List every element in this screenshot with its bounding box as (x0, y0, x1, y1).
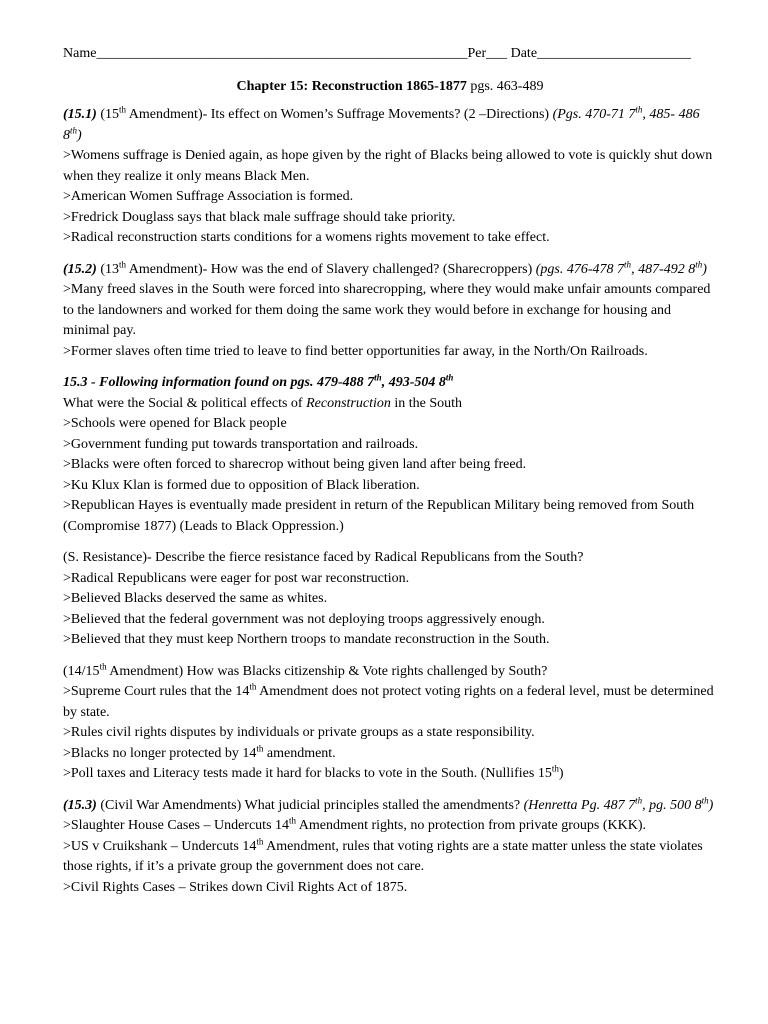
section-15-2 (63, 260, 717, 363)
answer-line: >Government funding put towards transportation and railroads. (63, 436, 419, 452)
answer-line: >Believed that they must keep Northern troops to mandate reconstruction in the South. (63, 632, 550, 647)
page-reference: , pg. 500 8 (642, 797, 702, 813)
answer-line (63, 816, 717, 837)
superscript: th (99, 660, 107, 671)
answer-line: >Fredrick Douglass says that black male suffrage should take priority. (63, 209, 456, 225)
question-text: (13 (96, 261, 119, 277)
answer-line: >Former slaves often time tried to leave to find better opportunities far away, in the North/On Railroads. (63, 343, 648, 359)
answer-text: Amendment, rules that voting rights are a state matter unless the state violates those rights, if it’s a private group the government does not care. (63, 838, 703, 874)
answer-text: >Blacks no longer protected by 14 (63, 745, 257, 761)
answer-line: >Rules civil rights disputes by individuals or private groups as a state responsibility. (63, 725, 535, 740)
answer-text: Amendment rights, no protection from private groups (KKK). (296, 818, 646, 833)
header-line (63, 44, 717, 65)
answer-text: >Supreme Court rules that the 14 (63, 684, 250, 699)
date-label: Date______________________ (510, 46, 692, 61)
question-number: (15.1) (63, 107, 97, 122)
name-label: Name (63, 46, 97, 61)
question-text: Amendment)- Its effect on Women’s Suffrage Movements? (2 –Directions) (126, 107, 553, 122)
answer-text: >Slaughter House Cases – Undercuts 14 (63, 818, 290, 833)
answer-line: >Many freed slaves in the South were forced into sharecropping, where they would make unfair amounts compared to the landowners and worked for them doing the same work they would before in exchange for housing and minimal pay. (63, 282, 711, 338)
answer-line (63, 764, 717, 785)
superscript: th (695, 258, 703, 269)
title-pages: pgs. 463-489 (470, 78, 544, 94)
answer-line (63, 744, 717, 765)
answer-line: >Republican Hayes is eventually made president in return of the Republican Military being removed from South (Compromise 1877) (Leads to Black Oppression.) (63, 498, 695, 534)
question (63, 796, 717, 817)
question-italic: Reconstruction (306, 395, 391, 411)
question-number: (15.2) (63, 261, 97, 277)
superscript: th (635, 794, 643, 805)
answer-text: Amendment does not protect voting rights on a federal level, must be determined by state. (63, 684, 714, 720)
page-reference: , 487-492 8 (631, 261, 696, 277)
section-heading (63, 373, 717, 394)
answer-text: >Poll taxes and Literacy tests made it hard for blacks to vote in the South. (Nullifies 15 (63, 766, 552, 781)
answer-line (63, 682, 717, 723)
superscript: th (119, 258, 127, 269)
page-reference: ) (708, 797, 714, 813)
page-reference: ) (77, 127, 82, 143)
superscript: th (624, 258, 632, 269)
question (63, 662, 717, 683)
superscript: th (256, 835, 264, 846)
superscript: th (256, 742, 264, 753)
answer-line: >Believed that the federal government was not deploying troops aggressively enough. (63, 611, 545, 627)
superscript: th (289, 815, 297, 826)
superscript: th (445, 372, 454, 383)
section-14-15-amendment (63, 662, 717, 785)
question (63, 394, 717, 415)
page-reference: (pgs. 476-478 7 (535, 261, 625, 277)
answer-text: amendment. (263, 745, 336, 761)
section-15-3-effects (63, 373, 717, 537)
page-title (63, 77, 717, 98)
superscript: th (119, 104, 127, 115)
answer-line: >Radical Republicans were eager for post war reconstruction. (63, 570, 410, 586)
superscript: th (635, 104, 643, 115)
superscript: th (701, 794, 709, 805)
page-reference: ) (702, 261, 707, 277)
question-number: (15.3) (63, 797, 97, 813)
answer-line: >Believed Blacks deserved the same as whites. (63, 591, 328, 606)
question (63, 105, 717, 146)
answer-line: >Schools were opened for Black people (63, 416, 287, 431)
answer-text: >US v Cruikshank – Undercuts 14 (63, 838, 257, 854)
question (63, 260, 717, 281)
question-text: Amendment)- How was the end of Slavery challenged? (Sharecroppers) (126, 261, 536, 277)
answer-line: >Civil Rights Cases – Strikes down Civil Rights Act of 1875. (63, 879, 408, 895)
answer-text: ) (558, 766, 564, 781)
section-civil-war-amendments (63, 796, 717, 899)
superscript: th (249, 681, 257, 692)
heading-text: , 493-504 8 (381, 375, 446, 390)
page-reference: (Henretta Pg. 487 7 (523, 797, 636, 813)
superscript: th (551, 763, 559, 774)
question-text: What were the Social & political effects of (63, 395, 307, 411)
title-main: Chapter 15: Reconstruction 1865-1877 (236, 78, 467, 94)
question-text: (15 (96, 107, 119, 122)
superscript: th (70, 124, 78, 135)
section-resistance (63, 548, 717, 651)
question-text: in the South (390, 395, 463, 411)
answer-line: >American Women Suffrage Association is formed. (63, 189, 354, 204)
question-text: (Civil War Amendments) What judicial principles stalled the amendments? (96, 797, 524, 813)
answer-line: >Womens suffrage is Denied again, as hope given by the right of Blacks being allowed to vote is quickly shut down when they realize it only means Black Men. (63, 148, 713, 184)
answer-line: >Blacks were often forced to sharecrop without being given land after being freed. (63, 457, 527, 472)
page-reference: (Pgs. 470-71 7 (552, 107, 636, 122)
worksheet-page (63, 44, 717, 909)
per-label: Per___ (467, 46, 508, 61)
question-text: Amendment) How was Blacks citizenship & Vote rights challenged by South? (106, 663, 548, 679)
heading-text: 15.3 - Following information found on pgs. 479-488 7 (63, 375, 375, 390)
name-blank: _____________________________________________________ (96, 46, 468, 61)
section-15-1 (63, 105, 717, 249)
answer-line (63, 837, 717, 878)
superscript: th (374, 372, 382, 383)
page-reference: , 485- 486 8 (63, 107, 700, 143)
answer-line: >Radical reconstruction starts conditions for a womens rights movement to take effect. (63, 230, 550, 245)
answer-line: >Ku Klux Klan is formed due to opposition of Black liberation. (63, 477, 420, 493)
question-text: (14/15 (63, 663, 100, 679)
question: (S. Resistance)- Describe the fierce resistance faced by Radical Republicans from the South? (63, 550, 584, 565)
